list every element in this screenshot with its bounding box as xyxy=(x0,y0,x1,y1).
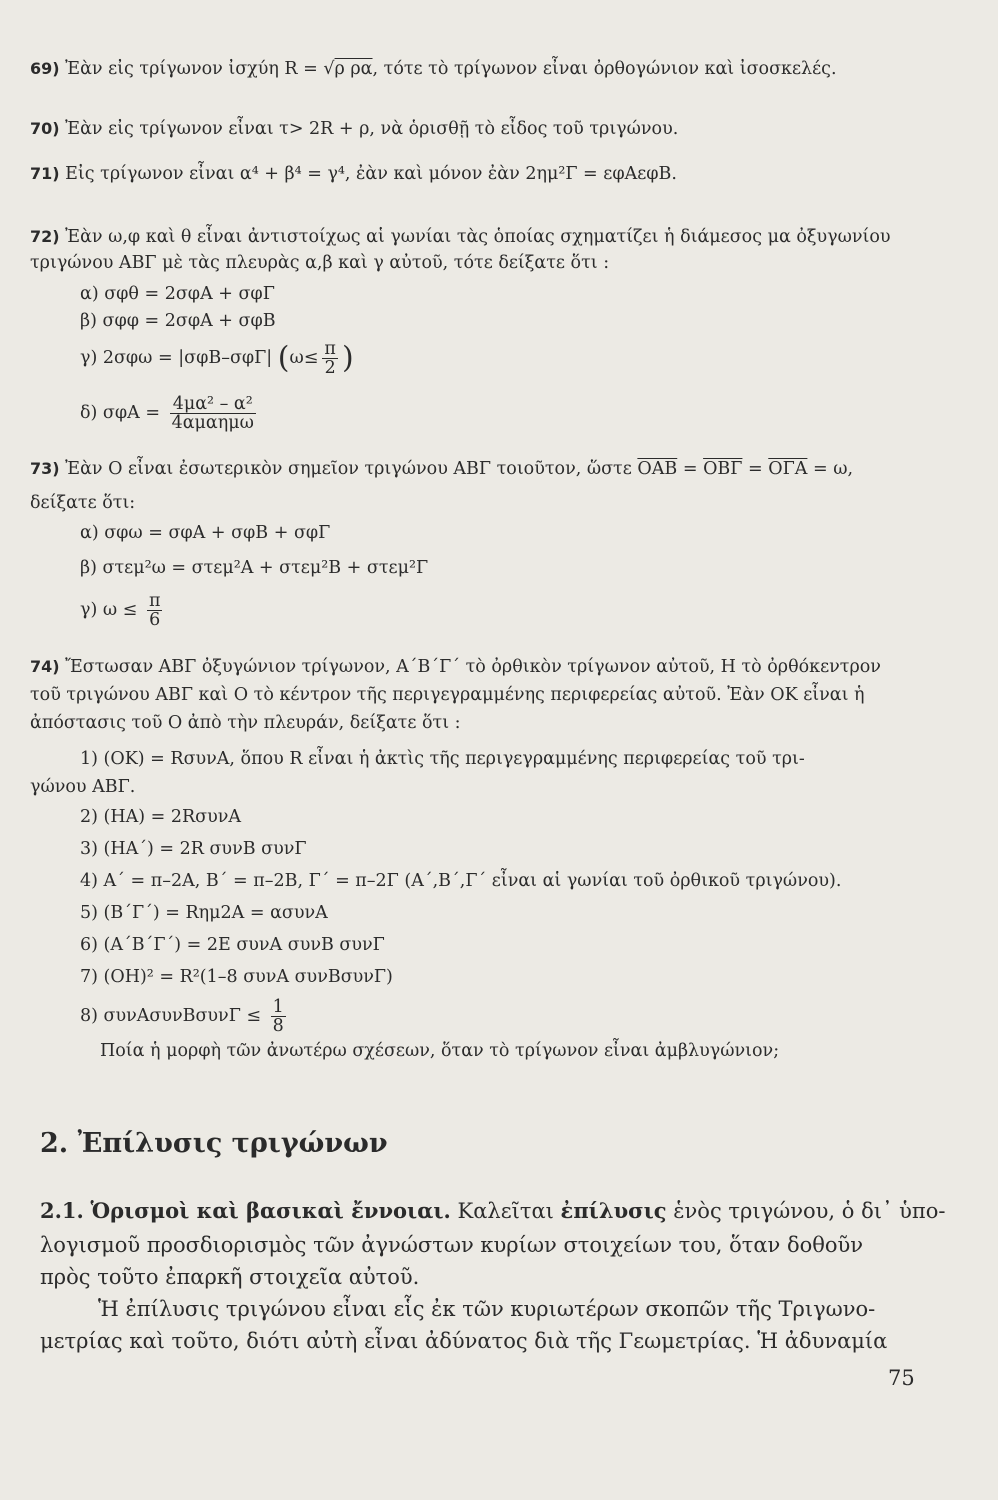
problem-74-line1: 74) Ἔστωσαν ΑΒΓ ὀξυγώνιον τρίγωνον, Α΄Β΄Γ΄ τὸ ὀρθικὸν τρίγωνον αὐτοῦ, Η τὸ ὀρθόκεντρον xyxy=(30,657,881,677)
problem-74-item-1-cont: γώνου ΑΒΓ. xyxy=(30,777,136,797)
fraction: $\frac{\text{4μα² – α²}}{\text{4αμαημω}}$ xyxy=(171,394,254,433)
problem-74-item-4: 4) Α΄ = π–2Α, Β΄ = π–2Β, Γ΄ = π–2Γ (Α΄,Β΄,Γ΄ εἶναι αἱ γωνίαι τοῦ ὀρθικοῦ τριγώνου). xyxy=(80,871,842,891)
problem-72-b: β) σφφ = 2σφΑ + σφΒ xyxy=(80,311,276,331)
section-2-1-line5: μετρίας καὶ τοῦτο, διότι αὐτὴ εἶναι ἀδύνατος διὰ τῆς Γεωμετρίας. Ἡ ἀδυναμία xyxy=(40,1329,888,1353)
problem-73-a: α) σφω = σφΑ + σφΒ + σφΓ xyxy=(80,523,331,543)
problem-74-item-8: 8) συνΑσυνΒσυνΓ ≤ $\frac{1}{8}$ xyxy=(80,997,284,1036)
problem-72-a: α) σφθ = 2σφΑ + σφΓ xyxy=(80,284,275,304)
problem-72-c: γ) 2σφω = |σφΒ–σφΓ| (ω≤ $\frac{\pi}{2}$ ) xyxy=(80,339,354,378)
problem-72-d: δ) σφΑ = $\frac{\text{4μα² – α²}}{\text{4αμαημω}}$ xyxy=(80,394,254,433)
problem-74-item-3: 3) (ΗΑ΄) = 2R συνΒ συνΓ xyxy=(80,839,307,859)
problem-74-line2: τοῦ τριγώνου ΑΒΓ καὶ Ο τὸ κέντρον τῆς περιγεγραμμένης περιφερείας αὐτοῦ. Ἐὰν ΟΚ εἶναι ἡ xyxy=(30,685,865,705)
section-2-1-line1: 2.1. Ὁρισμοὶ καὶ βασικαὶ ἔννοιαι. Καλεῖται ἐπίλυσις ἑνὸς τριγώνου, ὁ δι᾽ ὑπο- xyxy=(40,1198,946,1223)
problem-74-item-2: 2) (ΗΑ) = 2RσυνΑ xyxy=(80,807,242,827)
fraction: $\frac{1}{8}$ xyxy=(272,997,284,1036)
problem-74-item-5: 5) (Β΄Γ΄) = Rημ2Α = ασυνΑ xyxy=(80,903,328,923)
problem-74-question: Ποία ἡ μορφὴ τῶν ἀνωτέρω σχέσεων, ὅταν τὸ τρίγωνον εἶναι ἀμβλυγώνιον; xyxy=(100,1041,780,1061)
problem-73-line2: δείξατε ὅτι: xyxy=(30,493,136,513)
problem-73-c: γ) ω ≤ $\frac{\pi}{6}$ xyxy=(80,591,161,630)
fraction: $\frac{\pi}{2}$ xyxy=(324,339,336,378)
problem-72-line2: τριγώνου ΑΒΓ μὲ τὰς πλευρὰς α,β καὶ γ αὐτοῦ, τότε δείξατε ὅτι : xyxy=(30,253,610,273)
problem-74-item-1: 1) (ΟΚ) = RσυνΑ, ὅπου R εἶναι ἡ ἀκτὶς τῆς περιγεγραμμένης περιφερείας τοῦ τρι- xyxy=(80,749,805,769)
section-2-1-line3: πρὸς τοῦτο ἐπαρκῆ στοιχεῖα αὐτοῦ. xyxy=(40,1265,420,1289)
section-title: 2. Ἐπίλυσις τριγώνων xyxy=(40,1128,388,1159)
problem-71: 71) Εἰς τρίγωνον εἶναι α⁴ + β⁴ = γ⁴, ἐὰν καὶ μόνον ἐὰν 2ημ²Γ = εφΑεφΒ. xyxy=(30,164,677,184)
problem-74-item-6: 6) (Α΄Β΄Γ΄) = 2Ε συνΑ συνΒ συνΓ xyxy=(80,935,385,955)
problem-74-item-7: 7) (ΟΗ)² = R²(1–8 συνΑ συνΒσυνΓ) xyxy=(80,967,393,987)
page-number: 75 xyxy=(888,1366,915,1390)
section-2-1-line4: Ἡ ἐπίλυσις τριγώνου εἶναι εἷς ἐκ τῶν κυριωτέρων σκοπῶν τῆς Τριγωνο- xyxy=(98,1297,876,1321)
problem-70: 70) Ἐὰν εἰς τρίγωνον εἶναι τ> 2R + ρ, νὰ ὁρισθῇ τὸ εἶδος τοῦ τριγώνου. xyxy=(30,119,679,139)
problem-72-line1: 72) Ἐὰν ω,φ καὶ θ εἶναι ἀντιστοίχως αἱ γωνίαι τὰς ὁποίας σχηματίζει ἡ διάμεσος μα ὀξυγωνίου xyxy=(30,227,891,247)
problem-73-b: β) στεμ²ω = στεμ²Α + στεμ²Β + στεμ²Γ xyxy=(80,558,429,578)
fraction: $\frac{\pi}{6}$ xyxy=(148,591,161,630)
section-2-1-line2: λογισμοῦ προσδιορισμὸς τῶν ἀγνώστων κυρίων στοιχείων του, ὅταν δοθοῦν xyxy=(40,1233,864,1257)
problem-74-line3: ἀπόστασις τοῦ Ο ἀπὸ τὴν πλευράν, δείξατε ὅτι : xyxy=(30,713,461,733)
problem-69: 69) Ἐὰν εἰς τρίγωνον ἰσχύη R = √ρ ρα, τότε τὸ τρίγωνον εἶναι ὀρθογώνιον καὶ ἰσοσκελές. xyxy=(30,59,837,79)
problem-73-line1: 73) Ἐὰν Ο εἶναι ἐσωτερικὸν σημεῖον τριγώνου ΑΒΓ τοιοῦτον, ὥστε $\overline{OAB} = \overline{OB\Gamma} = \overline{O\Gamma A} = \omega$, xyxy=(30,459,854,479)
